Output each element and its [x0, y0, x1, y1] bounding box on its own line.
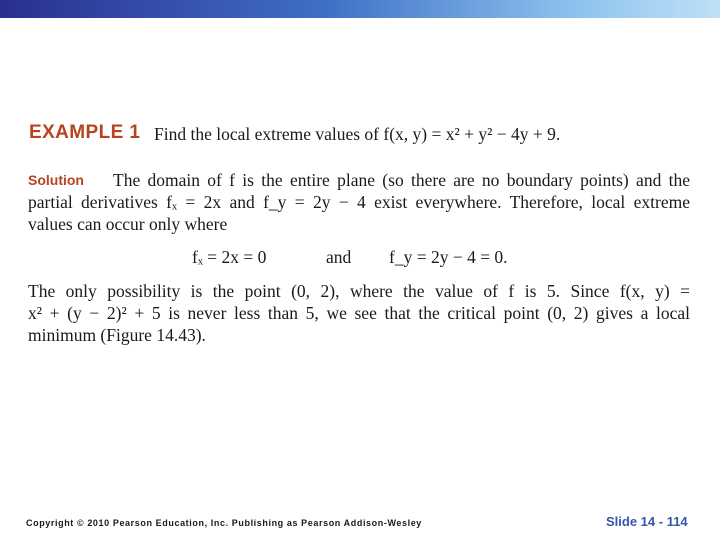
equation-fy: f_y = 2y − 4 = 0. [389, 247, 508, 267]
copyright-notice: Copyright © 2010 Pearson Education, Inc. Publishing as Pearson Addison-Wesley [26, 518, 422, 528]
solution-line-2: partial derivatives fₓ = 2x and f_y = 2y − 4 exist everywhere. Therefore, local extreme [28, 192, 690, 212]
solution-line-3: values can occur only where [28, 214, 228, 234]
solution-line-1: The domain of f is the entire plane (so there are no boundary points) and the [113, 170, 690, 190]
conclusion-line-1: The only possibility is the point (0, 2), where the value of f is 5. Since f(x, y) = [28, 281, 690, 301]
example-label: EXAMPLE 1 [29, 122, 141, 143]
equation-fx: fₓ = 2x = 0 [192, 247, 267, 267]
example-statement: Find the local extreme values of f(x, y) = x² + y² − 4y + 9. [154, 124, 561, 144]
solution-label: Solution [28, 172, 84, 188]
header-gradient-bar [0, 0, 720, 18]
conclusion-line-2: x² + (y − 2)² + 5 is never less than 5, we see that the critical point (0, 2) gives a local [28, 303, 690, 323]
slide-number: Slide 14 - 114 [606, 514, 688, 529]
conclusion-line-3: minimum (Figure 14.43). [28, 325, 206, 345]
equation-and: and [326, 247, 352, 267]
